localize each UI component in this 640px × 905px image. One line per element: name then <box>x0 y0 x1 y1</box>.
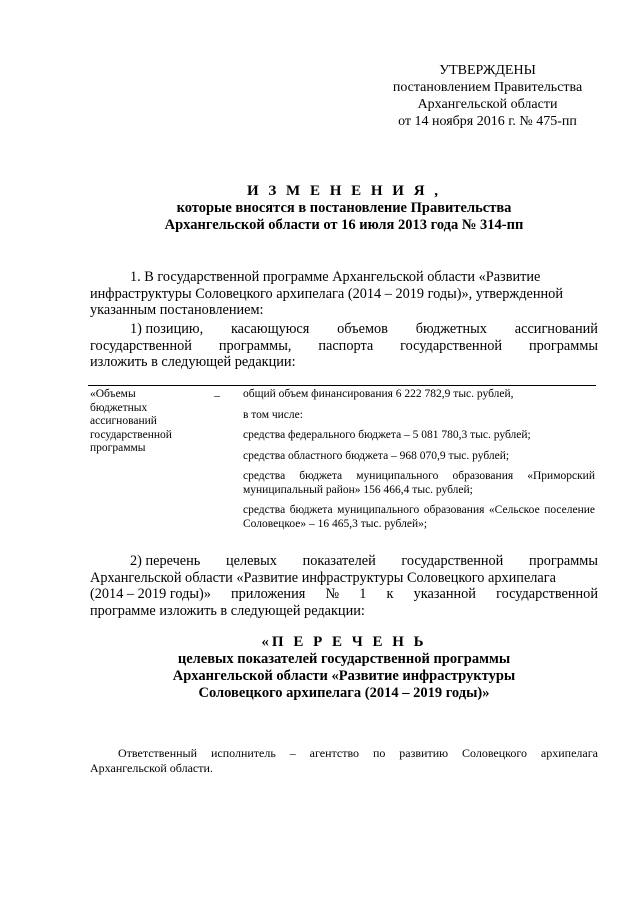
word: № <box>325 586 340 603</box>
word: государственной <box>400 337 503 354</box>
label-line: ассигнований <box>90 415 157 427</box>
approval-stamp <box>380 62 595 130</box>
label-line: программы <box>90 442 146 454</box>
sub-item-1-line-1 <box>90 321 598 338</box>
word: государственной <box>496 586 598 603</box>
word: 2) перечень <box>130 553 201 569</box>
word: программы, <box>218 337 292 354</box>
sub-item-2-paragraph <box>90 553 598 619</box>
funding-including: в том числе: <box>243 408 303 421</box>
word: касающуюся <box>230 321 310 337</box>
item-1-line-2: инфраструктуры Соловецкого архипелага (2014 – 2019 годы)», утвержденной <box>90 285 563 302</box>
word: целевых <box>225 553 277 569</box>
label-line: «Объемы <box>90 388 136 400</box>
list-subtitle-3: Соловецкого архипелага (2014 – 2019 годы)» <box>198 685 490 701</box>
funding-regional: средства областного бюджета – 968 070,9 тыс. рублей; <box>243 449 510 462</box>
table-dash: – <box>214 388 220 402</box>
changes-heading: И З М Е Н Е Н И Я , <box>246 183 442 199</box>
approved-date: от 14 ноября 2016 г. № 475-пп <box>398 114 577 129</box>
word: программы <box>528 337 598 354</box>
funding-total: общий объем финансирования 6 222 782,9 тыс. рублей, <box>243 388 514 400</box>
sub-item-2-line-2: Архангельской области «Развитие инфраструктуры Соловецкого архипелага <box>90 569 556 586</box>
sub-item-2-line-4: программе изложить в следующей редакции: <box>90 602 365 619</box>
funding-rural-settlement: средства бюджета муниципального образования «Сельское поселение Соловецкое» – 16 465,3 тыс. рублей»; <box>243 504 595 530</box>
list-title <box>90 634 598 702</box>
funding-table-values <box>243 388 595 538</box>
sub-item-2-line-1 <box>90 553 598 570</box>
word: государственной <box>401 553 504 569</box>
item-1-line-3: указанным постановлением: <box>90 302 264 319</box>
approved-region: Архангельской области <box>417 97 558 112</box>
list-subtitle-2: Архангельской области «Развитие инфраструктуры <box>172 668 516 684</box>
word: программы <box>528 553 598 569</box>
sub-item-2-line-3 <box>90 586 598 603</box>
item-1-paragraph <box>90 269 598 319</box>
word: к <box>386 586 394 603</box>
word: приложения <box>231 586 306 603</box>
approved-by: постановлением Правительства <box>392 80 583 95</box>
approved-label: УТВЕРЖДЕНЫ <box>439 63 536 78</box>
table-top-divider <box>88 385 596 386</box>
word: объемов <box>337 321 388 337</box>
sub-item-1-paragraph <box>90 321 598 371</box>
label-line: государственной <box>90 428 172 441</box>
changes-subtitle-2: Архангельской области от 16 июля 2013 года № 314-пп <box>164 217 524 233</box>
word: паспорта <box>318 337 374 354</box>
label-line: бюджетных <box>90 401 148 414</box>
changes-title <box>90 183 598 234</box>
changes-subtitle-1: которые вносятся в постановление Правительства <box>176 200 512 216</box>
sub-item-1-line-2 <box>90 338 598 355</box>
word: 1) позицию, <box>130 321 204 337</box>
word: государственной <box>90 337 192 354</box>
funding-table-label <box>90 388 210 456</box>
funding-federal: средства федерального бюджета – 5 081 780,3 тыс. рублей; <box>243 429 531 441</box>
responsible-text: Ответственный исполнитель – агентство по развитию Соловецкого архипелага Архангельской области. <box>90 746 598 775</box>
list-subtitle-1: целевых показателей государственной программы <box>177 651 511 667</box>
responsible-executor <box>90 746 598 776</box>
word: указанной <box>413 586 476 603</box>
word: бюджетных <box>415 321 487 337</box>
word: показателей <box>302 553 376 569</box>
word: 1 <box>359 586 367 603</box>
sub-item-1-line-3: изложить в следующей редакции: <box>90 354 296 371</box>
item-1-line-1: 1. В государственной программе Архангельской области «Развитие <box>130 269 541 285</box>
list-heading: «П Е Р Е Ч Е Н Ь <box>261 634 427 650</box>
word: (2014 – 2019 годы)» <box>90 586 211 603</box>
funding-municipal-district: средства бюджета муниципального образования «Приморский муниципальный район» 156 466,4 тыс. рублей; <box>243 470 595 496</box>
word: ассигнований <box>514 321 598 337</box>
